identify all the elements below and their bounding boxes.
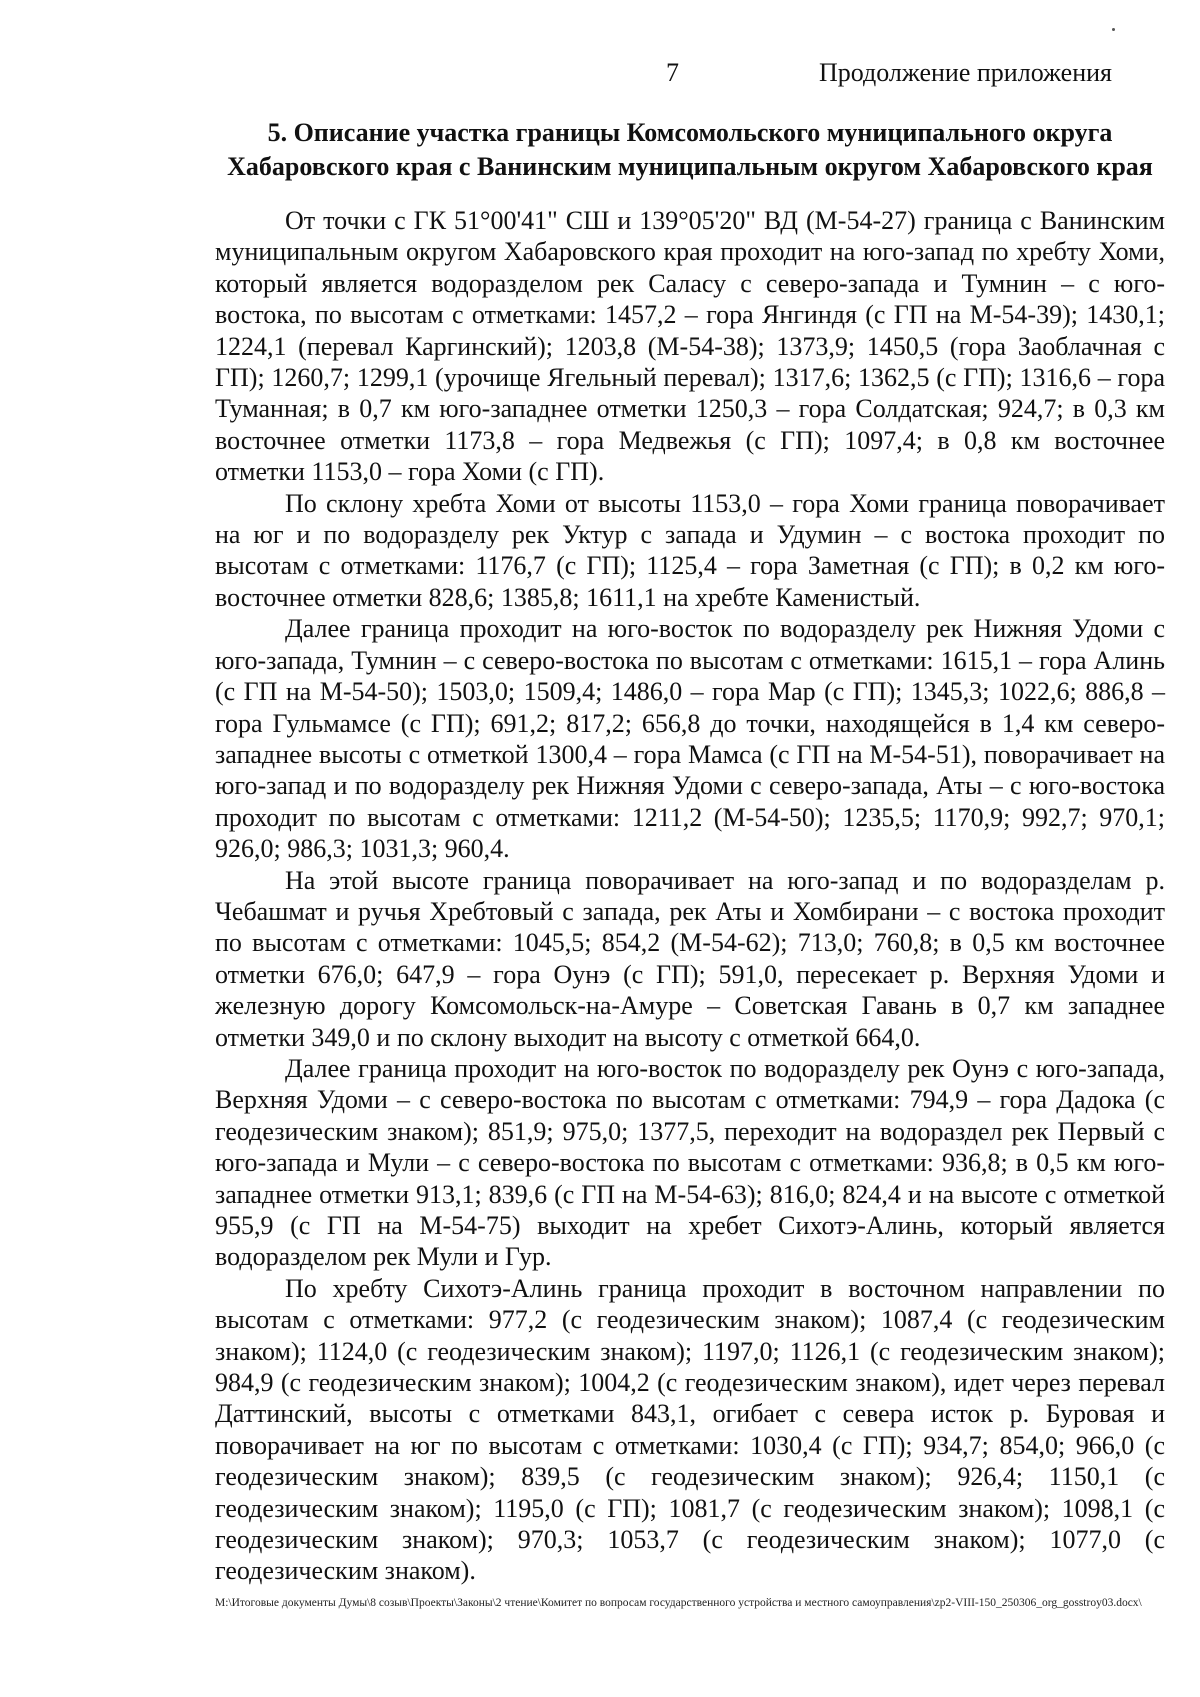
paragraph-4: На этой высоте граница поворачивает на юго-запад и по водоразделам р. Чебашмат и ручья Хребтовый с запада, рек Аты и Хомбирани – с востока проходит по высотам с отметками: 1045,5; 854,2 (М-54-62); 713,0; 760,8; в 0,5 км восточнее отметки 676,0; 647,9 – гора Оунэ (с ГП); 591,0, пересекает р. Верхняя Удоми и железную дорогу Комсомольск-на-Амуре – Советская Гавань в 0,7 км западнее отметки 349,0 и по склону выходит на высоту с отметкой 664,0.	[215, 865, 1165, 1052]
paragraph-5: Далее граница проходит на юго-восток по водоразделу рек Оунэ с юго-запада, Верхняя Удоми – с северо-востока по высотам с отметками: 794,9 – гора Дадока (с геодезическим знаком); 851,9; 975,0; 1377,5, переходит на водораздел рек Первый с юго-запада и Мули – с северо-востока по высотам с отметками: 936,8; в 0,5 км юго-западнее отметки 913,1; 839,6 (с ГП на М-54-63); 816,0; 824,4 и на высоте с отметкой 955,9 (с ГП на М-54-75) выходит на хребет Сихотэ-Алинь, который является водоразделом рек Мули и Гур.	[215, 1053, 1165, 1272]
paragraph-1: От точки с ГК 51°00'41" СШ и 139°05'20" ВД (М-54-27) граница с Ванинским муниципальным округом Хабаровского края проходит на юго-запад по хребту Хоми, который является водоразделом рек Саласу с северо-запада и Тумнин – с юго-востока, по высотам с отметками: 1457,2 – гора Янгиндя (с ГП на М-54-39); 1430,1; 1224,1 (перевал Каргинский); 1203,8 (М-54-38); 1373,9; 1450,5 (гора Заоблачная с ГП); 1260,7; 1299,1 (урочище Ягельный перевал); 1317,6; 1362,5 (с ГП); 1316,6 – гора Туманная; в 0,7 км юго-западнее отметки 1250,3 – гора Солдатская; 924,7; в 0,3 км восточнее отметки 1173,8 – гора Медвежья (с ГП); 1097,4; в 0,8 км восточнее отметки 1153,0 – гора Хоми (с ГП).	[215, 206, 1165, 487]
body-text	[215, 205, 1165, 1587]
paragraph-3: Далее граница проходит на юго-восток по водоразделу рек Нижняя Удоми с юго-запада, Тумнин – с северо-востока по высотам с отметками: 1615,1 – гора Алинь (с ГП на М-54-50); 1503,0; 1509,4; 1486,0 – гора Мар (с ГП); 1345,3; 1022,6; 886,8 – гора Гульмамсе (с ГП); 691,2; 817,2; 656,8 до точки, находящейся в 1,4 км северо-западнее высоты с отметкой 1300,4 – гора Мамса (с ГП на М-54-51), поворачивает на юго-запад и по водоразделу рек Нижняя Удоми с северо-запада, Аты – с юго-востока проходит по высотам с отметками: 1211,2 (М-54-50); 1235,5; 1170,9; 992,7; 970,1; 926,0; 986,3; 1031,3; 960,4.	[215, 614, 1165, 864]
continuation-label: Продолжение приложения	[818, 58, 1112, 87]
section-heading	[215, 116, 1165, 184]
file-path-footer: М:\Итоговые документы Думы\8 созыв\Проекты\Законы\2 чтение\Комитет по вопросам государственного устройства и местного самоуправления\zp2-VIII-150_250306_org_gosstroy03.docx\	[215, 1597, 1142, 1609]
scan-speck	[1112, 28, 1115, 31]
paragraph-6: По хребту Сихотэ-Алинь граница проходит в восточном направлении по высотам с отметками: 977,2 (с геодезическим знаком); 1087,4 (с геодезическим знаком); 1124,0 (с геодезическим знаком); 1197,0; 1126,1 (с геодезическим знаком); 984,9 (с геодезическим знаком); 1004,2 (с геодезическим знаком), идет через перевал Даттинский, высоты с отметками 843,1, огибает с севера исток р. Буровая и поворачивает на юг по высотам с отметками: 1030,4 (с ГП); 934,7; 854,0; 966,0 (с геодезическим знаком); 839,5 (с геодезическим знаком); 926,4; 1150,1 (с геодезическим знаком); 1195,0 (с ГП); 1081,7 (с геодезическим знаком); 1098,1 (с геодезическим знаком); 970,3; 1053,7 (с геодезическим знаком); 1077,0 (с геодезическим знаком).	[215, 1273, 1165, 1586]
heading-line-2: Хабаровского края с Ванинским муниципальным округом Хабаровского края	[227, 152, 1153, 181]
paragraph-2: По склону хребта Хоми от высоты 1153,0 – гора Хоми граница поворачивает на юг и по водоразделу рек Уктур с запада и Удумин – с востока проходит по высотам с отметками: 1176,7 (с ГП); 1125,4 – гора Заметная (с ГП); в 0,2 км юго-восточнее отметки 828,6; 1385,8; 1611,1 на хребте Каменистый.	[215, 488, 1165, 612]
page-number: 7	[666, 58, 679, 87]
heading-line-1: 5. Описание участка границы Комсомольского муниципального округа	[267, 118, 1113, 147]
